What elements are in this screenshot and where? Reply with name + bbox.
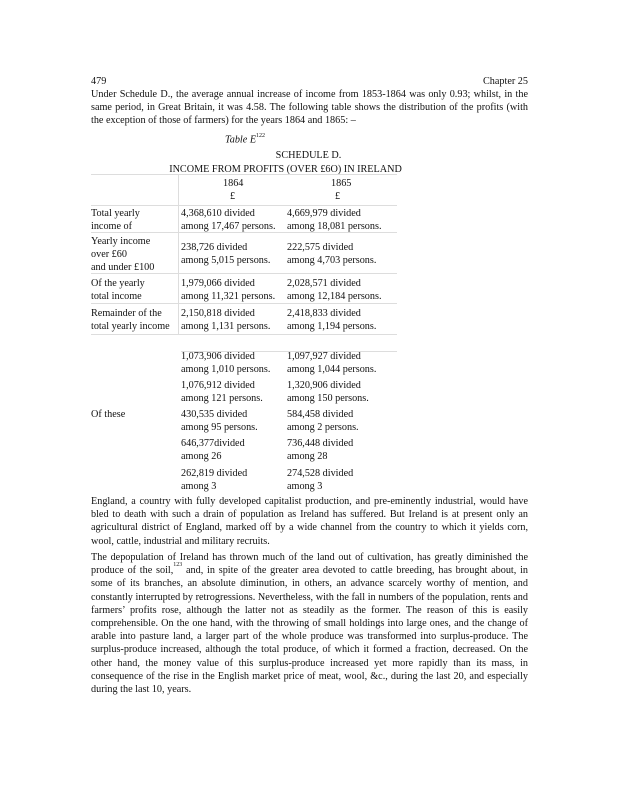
value-1865: 222,575 divided bbox=[287, 242, 354, 253]
persons-1865: among 2 persons. bbox=[287, 422, 359, 433]
value-1864: 4,368,610 divided bbox=[181, 208, 255, 219]
persons-1865: among 18,081 persons. bbox=[287, 221, 382, 232]
persons-1865: among 3 bbox=[287, 481, 323, 492]
intro-paragraph: Under Schedule D., the average annual increase of income from 1853-1864 was only 0.93; whilst, in the same period, in Great Britain, it was 4.58. The following table shows the distribution of the profits (with the exception of those of farmers) for the years 1864 and 1865: – bbox=[91, 89, 528, 127]
currency-1864: £ bbox=[230, 191, 236, 202]
value-1864: 238,726 divided bbox=[181, 242, 248, 253]
value-1865: 2,418,833 divided bbox=[287, 308, 361, 319]
value-1865: 584,458 divided bbox=[287, 409, 354, 420]
row-label: Remainder of the bbox=[91, 308, 162, 319]
table-caption bbox=[225, 131, 265, 147]
persons-1865: among 1,194 persons. bbox=[287, 321, 377, 332]
body-paragraph: England, a country with fully developed capitalist production, and pre-eminently industrial, would have bled to death with such a drain of population as Ireland has suffered. But Ireland is at present only an agricultural district of England, marked off by a wide channel from the country to which it yields corn, wool, cattle, industrial and military recruits. bbox=[91, 496, 528, 547]
col-header-1865: 1865 bbox=[331, 178, 352, 189]
persons-1864: among 1,010 persons. bbox=[181, 364, 271, 375]
persons-1865: among 1,044 persons. bbox=[287, 364, 377, 375]
value-1865: 2,028,571 divided bbox=[287, 278, 361, 289]
row-label: income of bbox=[91, 221, 133, 232]
value-1864: 430,535 divided bbox=[181, 409, 248, 420]
value-1865: 736,448 divided bbox=[287, 438, 354, 449]
persons-1865: among 150 persons. bbox=[287, 393, 369, 404]
persons-1864: among 11,321 persons. bbox=[181, 291, 276, 302]
persons-1864: among 95 persons. bbox=[181, 422, 258, 433]
paragraph-text: The depopulation of Ireland has thrown much of the land out of cultivation, has greatly diminished the produce of the soil, bbox=[91, 552, 528, 577]
page-header bbox=[91, 75, 528, 88]
table-caption-footnote: 122 bbox=[256, 133, 266, 139]
table-rule bbox=[178, 174, 179, 334]
footnote-marker: 123 bbox=[173, 561, 183, 568]
schedule-title: SCHEDULE D. bbox=[275, 150, 342, 161]
persons-1864: among 17,467 persons. bbox=[181, 221, 276, 232]
table-rule bbox=[91, 174, 397, 175]
row-label: Yearly income bbox=[91, 236, 151, 247]
persons-1864: among 26 bbox=[181, 451, 222, 462]
paragraph-text: and, in spite of the greater area devoted to cattle breeding, has brought about, in some of its branches, an absolute diminution, in others, an advance scarcely worthy of mention, and constantly interrupted by retrogressions. Nevertheless, with the fall in numbers of the population, rents and farmers’ profits rose, although the latter not as steadily as the former. The reason of this is easily comprehensible. On the one hand, with the throwing of small holdings into large ones, and the change of arable into pasture land, a larger part of the whole produce was transformed into surplus-produce. The surplus-produce increased, although the total produce, of which it formed a fraction, decreased. On the other hand, the money value of this surplus-produce increased yet more rapidly than its mass, in consequence of the rise in the English market price of meat, wool, &c., during the last 20, and especially during the last 10, years. bbox=[91, 565, 528, 696]
page-number: 479 bbox=[91, 76, 107, 87]
value-1864: 1,073,906 divided bbox=[181, 351, 255, 362]
value-1865: 274,528 divided bbox=[287, 468, 354, 479]
schedule-subtitle: INCOME FROM PROFITS (OVER £6O) IN IRELAND bbox=[169, 164, 402, 175]
value-1865: 1,320,906 divided bbox=[287, 380, 361, 391]
of-these-label: Of these bbox=[91, 409, 126, 420]
col-header-1864: 1864 bbox=[223, 178, 244, 189]
currency-1865: £ bbox=[335, 191, 341, 202]
value-1865: 4,669,979 divided bbox=[287, 208, 361, 219]
table-rule bbox=[91, 205, 397, 206]
persons-1864: among 121 persons. bbox=[181, 393, 263, 404]
value-1864: 262,819 divided bbox=[181, 468, 248, 479]
row-label: and under £100 bbox=[91, 262, 155, 273]
persons-1864: among 3 bbox=[181, 481, 217, 492]
chapter-title: Chapter 25 bbox=[483, 76, 528, 87]
value-1865: 1,097,927 divided bbox=[287, 351, 361, 362]
persons-1865: among 28 bbox=[287, 451, 328, 462]
row-label: total income bbox=[91, 291, 142, 302]
value-1864: 2,150,818 divided bbox=[181, 308, 255, 319]
body-paragraph bbox=[91, 551, 528, 696]
row-label: Of the yearly bbox=[91, 278, 145, 289]
value-1864: 1,979,066 divided bbox=[181, 278, 255, 289]
row-label: Total yearly bbox=[91, 208, 140, 219]
value-1864: 646,377divided bbox=[181, 438, 245, 449]
table-caption-text: Table E bbox=[225, 134, 257, 146]
persons-1865: among 4,703 persons. bbox=[287, 255, 377, 266]
value-1864: 1,076,912 divided bbox=[181, 380, 255, 391]
row-label: over £60 bbox=[91, 249, 127, 260]
table-rule bbox=[91, 334, 397, 335]
persons-1864: among 5,015 persons. bbox=[181, 255, 271, 266]
persons-1865: among 12,184 persons. bbox=[287, 291, 382, 302]
row-label: total yearly income bbox=[91, 321, 170, 332]
persons-1864: among 1,131 persons. bbox=[181, 321, 271, 332]
